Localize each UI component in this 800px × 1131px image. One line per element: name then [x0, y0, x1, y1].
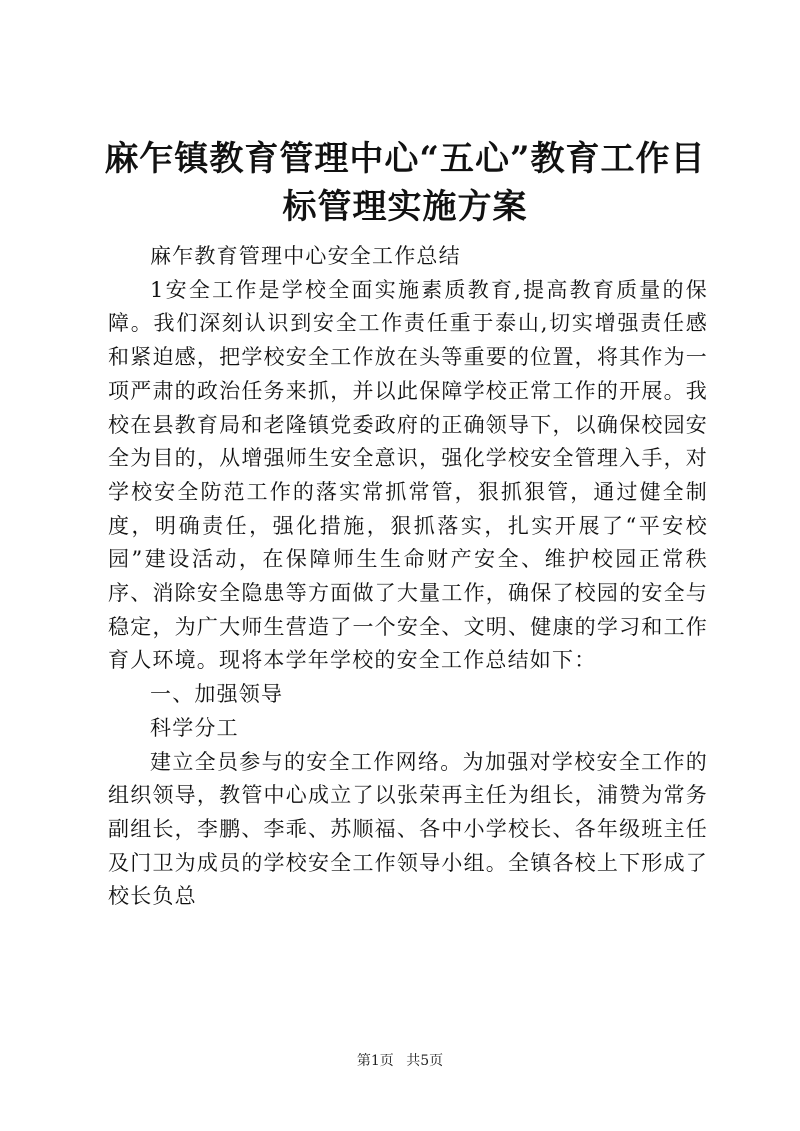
document-body: [108, 240, 708, 914]
section-heading-leadership: 一、加强领导: [150, 682, 284, 707]
section-subheading-division: 科学分工: [150, 715, 239, 740]
page-total: 共5页: [406, 1053, 444, 1069]
paragraph-intro: 1安全工作是学校全面实施素质教育,提高教育质量的保障。我们深刻认识到安全工作责任重于泰山,切实增强责任感和紧迫感，把学校安全工作放在头等重要的位置，将其作为一项严肃的政治任务来抓，并以此保障学校正常工作的开展。我校在县教育局和老隆镇党委政府的正确领导下，以确保校园安全为目的，从增强师生安全意识，强化学校安全管理入手，对学校安全防范工作的落实常抓常管，狠抓狠管，通过健全制度，明确责任，强化措施，狠抓落实，扎实开展了“平安校园”建设活动，在保障师生生命财产安全、维护校园正常秩序、消除安全隐患等方面做了大量工作，确保了校园的安全与稳定，为广大师生营造了一个安全、文明、健康的学习和工作育人环境。现将本学年学校的安全工作总结如下：: [108, 277, 708, 673]
page-number: 第1页: [356, 1053, 394, 1069]
paragraph-heading: 麻乍教育管理中心安全工作总结: [150, 244, 461, 268]
paragraph-network: 建立全员参与的安全工作网络。为加强对学校安全工作的组织领导，教管中心成立了以张荣再主任为组长，浦赞为常务副组长，李鹏、李乖、苏顺福、各中小学校长、各年级班主任及门卫为成员的学校安全工作领导小组。全镇各校上下形成了校长负总: [108, 749, 708, 909]
page-footer: [0, 1050, 800, 1070]
document-title: 麻乍镇教育管理中心“五心”教育工作目标管理实施方案: [104, 139, 706, 227]
